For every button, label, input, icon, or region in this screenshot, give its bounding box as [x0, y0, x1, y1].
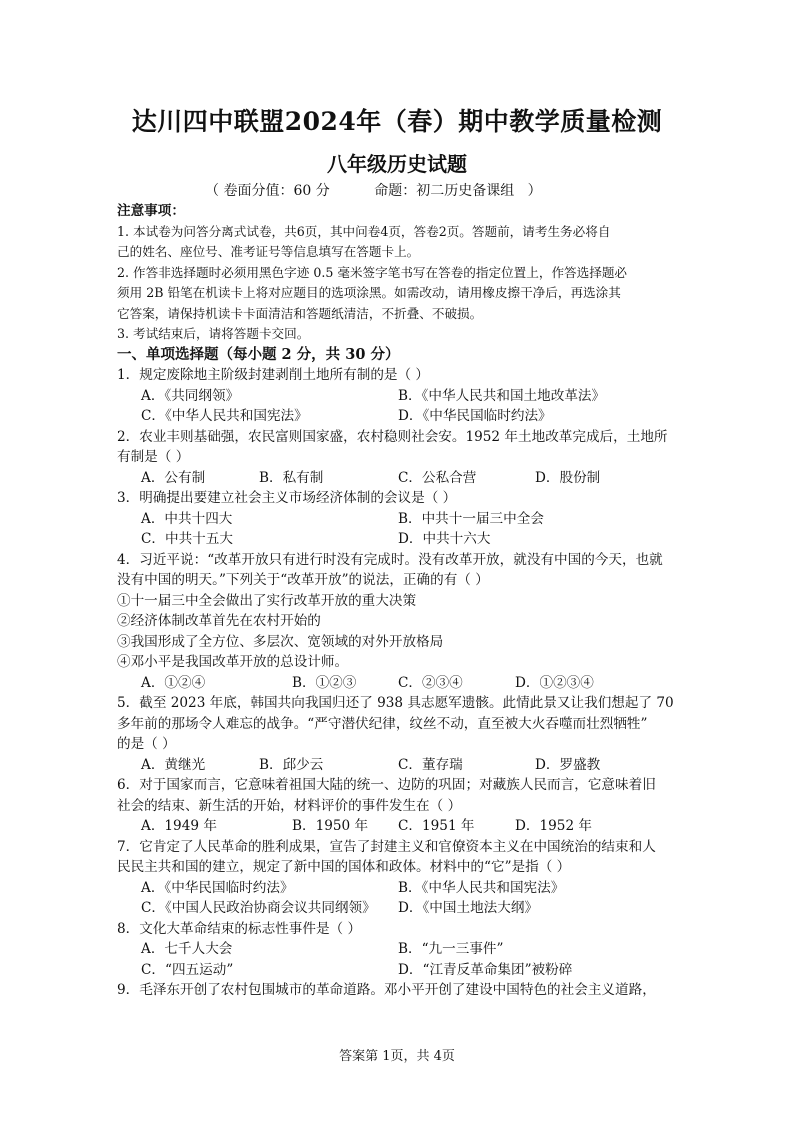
question-7-stem: 民民主共和国的建立，规定了新中国的国体和政体。材料中的“它”是指（ ） — [117, 859, 571, 875]
question-3-stem: 3．明确提出要建立社会主义市场经济体制的会议是（ ） — [117, 490, 457, 506]
question-8-stem: 8．文化大革命结束的标志性事件是（ ） — [117, 920, 362, 937]
question-2-stem: 有制是（ ） — [117, 449, 190, 465]
notice-line: 1. 本试卷为问答分离式试卷，共6页，其中问卷4页，答卷2页。答题前，请考生务必将自 — [117, 223, 611, 239]
question-5-stem: 5．截至 2023 年底，韩国共向我国归还了 938 具志愿军遗骸。此情此景又让我们想起了 70 — [117, 695, 674, 711]
option-c: C．②③④ — [398, 674, 463, 691]
option-c: C．《中华人民共和国宪法》 — [141, 408, 308, 424]
option-b: B．私有制 — [259, 469, 324, 486]
exam-meta: （ 卷面分值：60 分 命题：初二历史备课组 ） — [205, 183, 542, 199]
notice-heading: 注意事项： — [117, 203, 185, 219]
option-a: A．1949 年 — [141, 818, 217, 834]
question-4-item: ③我国形成了全方位、多层次、宽领域的对外开放格局 — [117, 633, 444, 650]
option-a: A．中共十四大 — [141, 510, 233, 527]
exam-title: 达川四中联盟2024年（春）期中教学质量检测 — [131, 107, 663, 136]
option-c: C．董存瑞 — [398, 756, 463, 773]
option-d: D．①②③④ — [515, 674, 594, 691]
question-1-options-row — [117, 406, 685, 427]
option-b: B．《中华人民共和国宪法》 — [398, 879, 565, 896]
option-d: D．中共十六大 — [398, 531, 491, 547]
question-4-item: ④邓小平是我国改革开放的总设计师。 — [117, 654, 349, 670]
option-b: B．《中华人民共和国土地改革法》 — [398, 387, 606, 404]
option-b: B．中共十一届三中全会 — [398, 510, 544, 527]
option-a: A．七千人大会 — [141, 941, 233, 957]
question-4-stem: 4．习近平说：“改革开放只有进行时没有完成时。没有改革开放，就没有中国的今天，也就 — [117, 551, 663, 568]
option-d: D．股份制 — [535, 469, 601, 486]
question-7-stem: 7．它肯定了人民革命的胜利成果，宣告了封建主义和官僚资本主义在中国统治的结束和人 — [117, 838, 656, 855]
option-a: A．①②④ — [141, 674, 206, 691]
section-heading: 一、单项选择题（每小题 2 分，共 30 分） — [117, 345, 400, 363]
question-7-options-row — [117, 898, 685, 919]
question-5-options-row — [117, 755, 685, 776]
option-c: C．公私合营 — [398, 469, 477, 486]
question-4-stem: 没有中国的明天。”下列关于“改革开放”的说法，正确的有（ ） — [117, 572, 489, 588]
option-c: C．1951 年 — [398, 818, 475, 834]
option-a: A．《中华民国临时约法》 — [141, 879, 294, 896]
question-8-options-row — [117, 960, 685, 981]
page-footer: 答案第 1页，共 4页 — [339, 1049, 455, 1064]
option-b: B．邱少云 — [259, 756, 324, 773]
question-6-options-row — [117, 816, 685, 837]
question-2-options-row — [117, 468, 685, 489]
question-1-stem: 1．规定废除地主阶级封建剥削土地所有制的是（ ） — [117, 367, 430, 383]
option-d: D．1952 年 — [515, 818, 593, 834]
exam-body — [117, 201, 685, 1001]
option-d: D．罗盛教 — [535, 756, 601, 773]
question-2-stem: 2．农业丰则基础强，农民富则国家盛，农村稳则社会安。1952 年土地改革完成后，土地所 — [117, 428, 668, 445]
notice-line: 己的姓名、座位号、准考证号等信息填写在答题卡上。 — [117, 244, 420, 259]
notice-line: 它答案，请保持机读卡卡面清洁和答题纸清洁，不折叠、不破损。 — [117, 305, 483, 321]
option-d: D．《中国土地法大纲》 — [398, 900, 539, 916]
question-6-stem: 社会的结束、新生活的开始，材料评价的事件发生在（ ） — [117, 797, 462, 814]
option-c: C．中共十五大 — [141, 531, 233, 547]
option-c: C．“四五运动” — [141, 961, 234, 978]
question-5-stem: 的是（ ） — [117, 736, 176, 752]
question-4-item: ②经济体制改革首先在农村开始的 — [117, 613, 321, 629]
option-b: B．“九一三事件” — [398, 941, 504, 957]
option-a: A．黄继光 — [141, 756, 206, 773]
exam-subtitle: 八年级历史试题 — [327, 152, 467, 176]
option-b: B．①②③ — [292, 674, 357, 691]
question-3-options-row — [117, 529, 685, 550]
option-b: B．1950 年 — [292, 818, 369, 834]
notice-line: 须用 2B 铅笔在机读卡上将对应题目的选项涂黑。如需改动，请用橡皮擦干净后，再选涂其 — [117, 285, 621, 300]
question-9-stem: 9．毛泽东开创了农村包围城市的革命道路。邓小平开创了建设中国特色的社会主义道路， — [117, 982, 656, 998]
option-c: C．《中国人民政治协商会议共同纲领》 — [141, 900, 376, 916]
option-d: D．《中华民国临时约法》 — [398, 408, 552, 424]
question-4-options-row — [117, 673, 685, 694]
question-1-options-row — [117, 386, 685, 407]
option-a: A．公有制 — [141, 469, 206, 486]
notice-line: 2. 作答非选择题时必须用黑色字迹 0.5 毫米签字笔书写在答卷的指定位置上，作答选择题必 — [117, 264, 628, 280]
question-3-options-row — [117, 509, 685, 530]
notice-line: 3. 考试结束后，请将答题卡交回。 — [117, 326, 310, 341]
question-7-options-row — [117, 878, 685, 899]
option-a: A．《共同纲领》 — [141, 387, 240, 404]
question-5-stem: 多年前的那场令人难忘的战争。“严守潜伏纪律，纹丝不动，直至被大火吞噬而壮烈牺牲” — [117, 715, 648, 732]
question-8-options-row — [117, 939, 685, 960]
question-4-item: ①十一届三中全会做出了实行改革开放的重大决策 — [117, 592, 417, 609]
option-d: D．“江青反革命集团”被粉碎 — [398, 961, 573, 978]
question-6-stem: 6．对于国家而言，它意味着祖国大陆的统一、边防的巩固；对藏族人民而言，它意味着旧 — [117, 777, 656, 793]
